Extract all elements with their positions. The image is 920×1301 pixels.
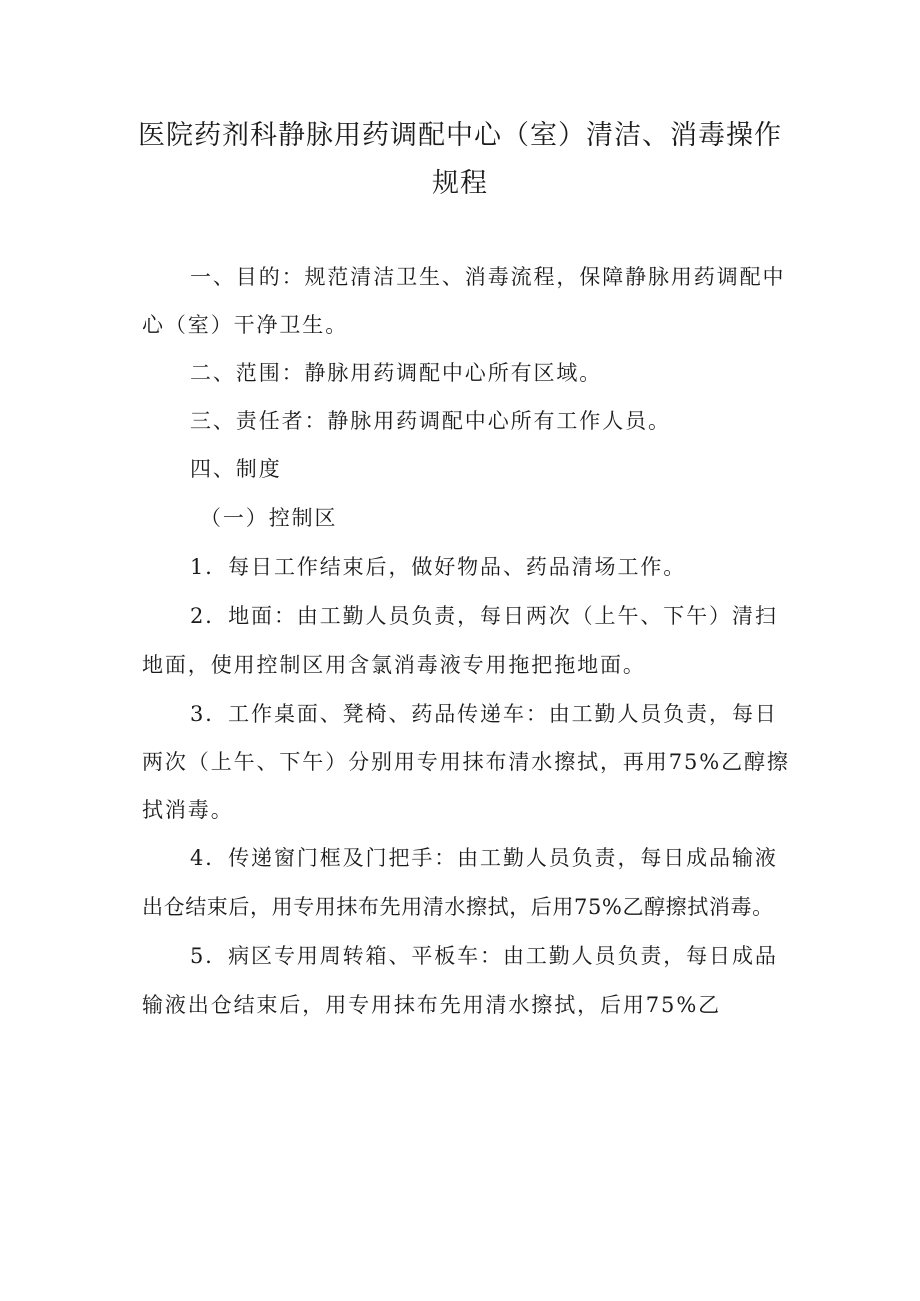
section-heading-rules: 四、制度 <box>190 457 282 481</box>
item-3-line-3: 拭消毒。 <box>142 798 234 822</box>
item-3-line-2: 两次（上午、下午）分别用专用抹布清水擦拭，再用75%乙醇擦 <box>142 750 790 774</box>
para-responsible: 三、责任者：静脉用药调配中心所有工作人员。 <box>190 409 671 433</box>
item-2-line-1: 2．地面：由工勤人员负责，每日两次（上午、下午）清扫 <box>190 604 778 628</box>
document-title-line-1: 医院药剂科静脉用药调配中心（室）清洁、消毒操作 <box>138 120 782 151</box>
subsection-heading-control-area: （一）控制区 <box>200 506 338 530</box>
item-5-line-2: 输液出仓结束后，用专用抹布先用清水擦拭，后用75%乙 <box>142 993 722 1017</box>
item-2-line-2: 地面，使用控制区用含氯消毒液专用拖把拖地面。 <box>142 653 646 677</box>
item-4-line-2: 出仓结束后，用专用抹布先用清水擦拭，后用75%乙醇擦拭消毒。 <box>142 895 774 919</box>
item-5-line-1: 5．病区专用周转箱、平板车：由工勤人员负责，每日成品 <box>190 944 778 968</box>
para-purpose-line-1: 一、目的：规范清洁卫生、消毒流程，保障静脉用药调配中 <box>190 265 786 289</box>
para-scope: 二、范围：静脉用药调配中心所有区域。 <box>190 361 603 385</box>
item-1: 1．每日工作结束后，做好物品、药品清场工作。 <box>190 555 687 579</box>
para-purpose-line-2: 心（室）干净卫生。 <box>142 313 349 337</box>
document-title-line-2: 规程 <box>432 168 488 199</box>
item-4-line-1: 4．传递窗门框及门把手：由工勤人员负责，每日成品输液 <box>190 846 778 870</box>
item-3-line-1: 3．工作桌面、凳椅、药品传递车：由工勤人员负责，每日 <box>190 702 778 726</box>
